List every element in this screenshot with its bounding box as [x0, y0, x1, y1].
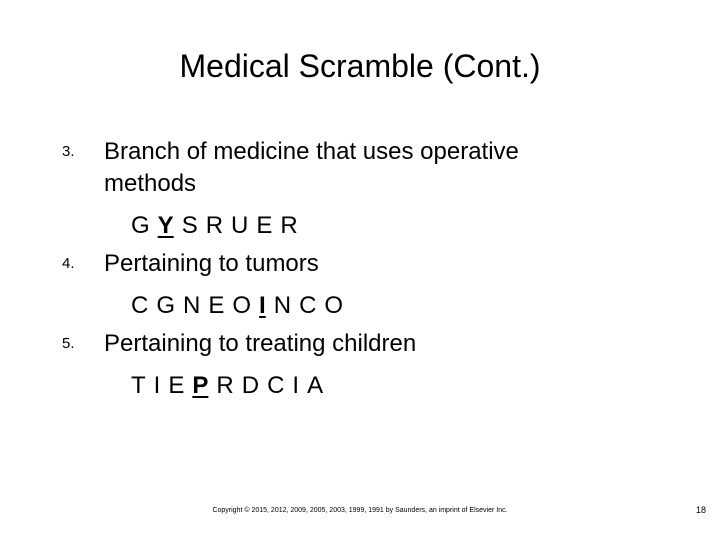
- scramble-letter: O: [232, 292, 252, 319]
- hint-letter: I: [259, 292, 266, 319]
- scrambled-word: [131, 210, 306, 242]
- scrambled-word: [131, 370, 331, 402]
- scramble-letter: E: [168, 372, 185, 399]
- scramble-letter: O: [324, 292, 344, 319]
- scramble-letter: C: [299, 292, 317, 319]
- page-number: 18: [695, 505, 706, 515]
- scramble-letter: N: [273, 292, 292, 319]
- scramble-letter: I: [292, 372, 300, 399]
- scramble-letter: C: [267, 372, 285, 399]
- scramble-letter: E: [256, 212, 273, 239]
- scramble-letter: T: [131, 372, 146, 399]
- scramble-letter: N: [183, 292, 201, 319]
- scramble-letter: U: [231, 212, 249, 239]
- list-number: 3.: [62, 143, 75, 160]
- scramble-letter: R: [216, 372, 234, 399]
- scramble-letter: D: [241, 372, 260, 399]
- slide-title: Medical Scramble (Cont.): [179, 48, 541, 84]
- copyright-footer: Copyright © 2015, 2012, 2009, 2005, 2003, 1999, 1991 by Saunders, an imprint of Elsevier Inc.: [212, 507, 508, 514]
- hint-letter: Y: [157, 212, 174, 239]
- scramble-letter: E: [208, 292, 225, 319]
- scrambled-word: [131, 290, 351, 322]
- scramble-letter: G: [156, 292, 176, 319]
- scramble-letter: S: [181, 212, 198, 239]
- clue-text: Pertaining to treating children: [104, 330, 417, 357]
- clue-text-continued: methods: [104, 170, 197, 197]
- scramble-letter: R: [280, 212, 298, 239]
- scramble-letter: G: [131, 212, 150, 239]
- clue-text: Pertaining to tumors: [104, 250, 319, 277]
- clue-text: Branch of medicine that uses operative: [104, 138, 519, 165]
- scramble-letter: R: [205, 212, 224, 239]
- list-number: 5.: [62, 335, 75, 352]
- scramble-letter: I: [153, 372, 161, 399]
- scramble-letter: A: [307, 372, 324, 399]
- scramble-letter: C: [131, 292, 149, 319]
- hint-letter: P: [192, 372, 209, 399]
- list-number: 4.: [62, 255, 75, 272]
